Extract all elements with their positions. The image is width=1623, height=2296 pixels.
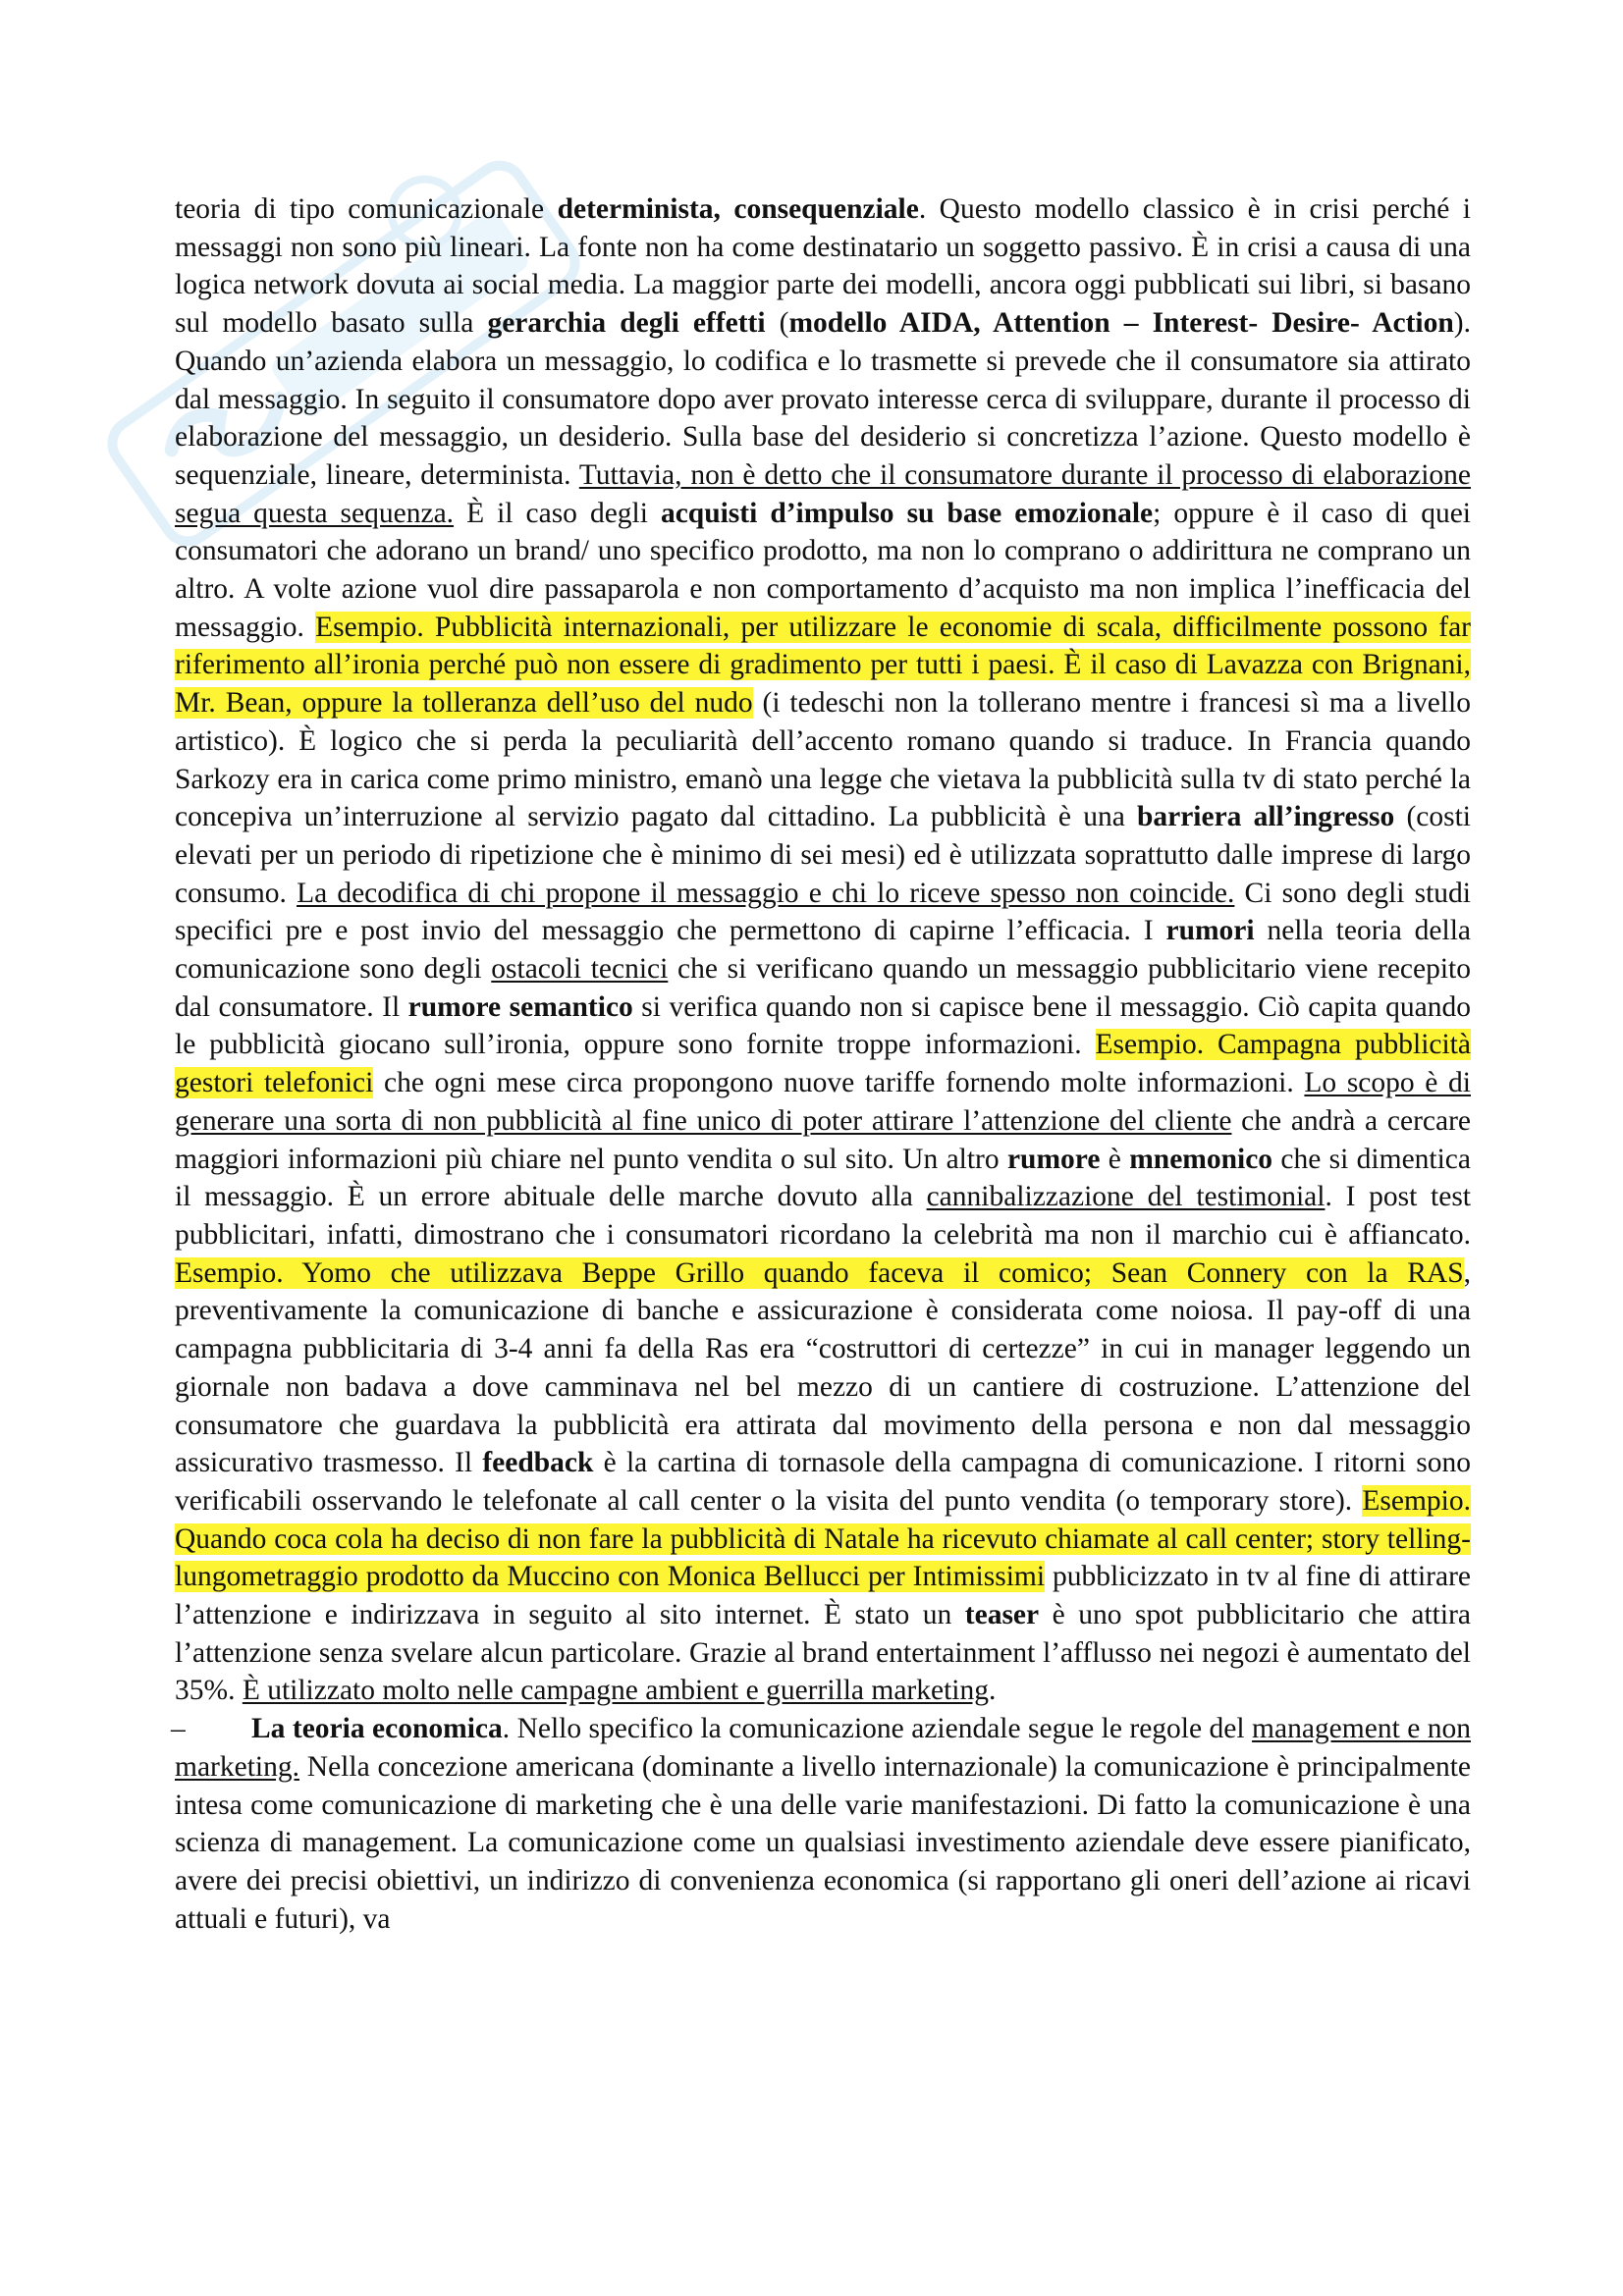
list-item-text bbox=[175, 1713, 1471, 1935]
list-item-economic-theory bbox=[171, 1710, 1471, 1938]
text-run: è bbox=[1100, 1143, 1130, 1175]
text-run: che si dimentica il messaggio. È un errore abituale delle marche dovuto alla bbox=[175, 1143, 1471, 1213]
text-run: Ci sono degli studi specifici pre e post invio del messaggio che permettono di capirne l’efficacia. I bbox=[175, 877, 1471, 947]
document-body bbox=[171, 190, 1472, 1938]
text-run: . bbox=[989, 1675, 997, 1707]
text-run: È il caso degli bbox=[454, 497, 661, 529]
text-run: . I post test pubblicitari, infatti, dimostrano che i consumatori ricordano la celebrità ma non il marchio cui è affiancato. bbox=[175, 1181, 1472, 1251]
bold-term: acquisti d’impulso su base emozionale bbox=[660, 497, 1154, 529]
highlighted-example: Esempio. Yomo che utilizzava Beppe Grillo quando faceva il comico; Sean Connery con la RAS bbox=[175, 1256, 1464, 1289]
highlighted-example: Esempio. Campagna pubblicità gestori telefonici bbox=[175, 1029, 1471, 1099]
bold-term: La teoria economica bbox=[251, 1713, 503, 1745]
bold-term: mnemonico bbox=[1129, 1143, 1273, 1175]
highlighted-example: Esempio. Quando coca cola ha deciso di non fare la pubblicità di Natale ha ricevuto chiamate al call center; story telling-lungometraggio prodotto da Muccino con Monica Bellucci per Intimissimi bbox=[175, 1484, 1471, 1593]
bold-term: rumore semantico bbox=[407, 990, 633, 1023]
bold-term: determinista, consequenziale bbox=[557, 193, 919, 225]
text-run: Nella concezione americana (dominante a livello internazionale) la comunicazione è principalmente intesa come comunicazione di marketing che è una delle varie manifestazioni. Di fatto la comunicazione è una scienza di management. La comunicazione come un qualsiasi investimento aziendale deve essere pianificato, avere dei precisi obiettivi, un indirizzo di convenienza economica (si rapportano gli oneri dell’azione ai ricavi attuali e futuri), va bbox=[175, 1750, 1471, 1935]
text-run: che andrà a cercare maggiori informazioni più chiare nel punto vendita o sul sito. Un altro bbox=[175, 1104, 1471, 1175]
text-run: teoria di tipo comunicazionale bbox=[175, 193, 558, 225]
text-run: (costi elevati per un periodo di ripetizione che è minimo di sei mesi) ed è utilizzata soprattutto dalle imprese di largo consumo. bbox=[175, 801, 1471, 909]
bold-term: teaser bbox=[964, 1599, 1040, 1631]
bold-term: feedback bbox=[482, 1447, 594, 1479]
text-run: pubblicizzato in tv al fine di attirare l’attenzione e indirizzava in seguito al sito internet. È stato un bbox=[175, 1561, 1471, 1631]
underlined-text: ostacoli tecnici bbox=[491, 953, 669, 986]
text-run: nella teoria della comunicazione sono degli bbox=[175, 915, 1471, 986]
underlined-text: Tuttavia, non è detto che il consumatore durante il processo di elaborazione segua questa sequenza. bbox=[175, 458, 1471, 529]
bold-term: barriera all’ingresso bbox=[1136, 801, 1395, 833]
text-run: . Questo modello classico è in crisi perché i messaggi non sono più lineari. La fonte non ha come destinatario un soggetto passivo. È in crisi a causa di una logica network dovuta ai social media. La maggior parte dei modelli, ancora oggi pubblicati sui libri, si basano sul modello basato sulla bbox=[175, 193, 1471, 340]
highlighted-example: Esempio. Pubblicità internazionali, per utilizzare le economie di scala, difficilmente possono far riferimento all’ironia perché può non essere di gradimento per tutti i paesi. È il caso di Lavazza con Brignani, Mr. Bean, oppure la tolleranza dell’uso del nudo bbox=[175, 611, 1472, 720]
text-run: che ogni mese circa propongono nuove tariffe fornendo molte informazioni. bbox=[373, 1067, 1305, 1099]
underlined-text: È utilizzato molto nelle campagne ambient e guerrilla marketing bbox=[242, 1675, 989, 1707]
text-run: ; oppure è il caso di quei consumatori che adorano un brand/ uno specifico prodotto, ma non lo comprano o addirittura ne comprano un altro. A volte azione vuol dire passaparola e non comportamento d’acquisto ma non implica l’inefficacia del messaggio. bbox=[175, 497, 1471, 643]
text-run: ( bbox=[765, 307, 789, 340]
bold-term: rumori bbox=[1165, 915, 1255, 947]
text-run: è la cartina di tornasole della campagna di comunicazione. I ritorni sono verificabili osservando le telefonate al call center o la visita del punto vendita (o temporary store). bbox=[175, 1447, 1471, 1517]
bold-term: gerarchia degli effetti bbox=[487, 307, 766, 340]
text-run: . Nello specifico la comunicazione aziendale segue le regole del bbox=[502, 1713, 1253, 1745]
list-bullet: – bbox=[171, 1713, 186, 1745]
underlined-text: Lo scopo è di generare una sorta di non pubblicità al fine unico di poter attirare l’attenzione del cliente bbox=[175, 1067, 1471, 1137]
text-run: è uno spot pubblicitario che attira l’attenzione senza svelare alcun particolare. Grazie al brand entertainment l’afflusso nei negozi è aumentato del 35%. bbox=[175, 1599, 1471, 1707]
text-run: , preventivamente la comunicazione di banche e assicurazione è considerata come noiosa. Il pay-off di una campagna pubblicitaria di 3-4 anni fa della Ras era “costruttori di certezze” in cui in manager leggendo un giornale non badava a dove camminava nel bel mezzo di un cantiere di costruzione. L’attenzione del consumatore che guardava la pubblicità era attirata dal movimento della persona e non dal messaggio assicurativo trasmesso. Il bbox=[175, 1256, 1471, 1479]
text-run: che si verificano quando un messaggio pubblicitario viene recepito dal consumatore. Il bbox=[175, 953, 1472, 1023]
text-run: (i tedeschi non la tollerano mentre i francesi sì ma a livello artistico). È logico che si perda la peculiarità dell’accento romano quando si traduce. In Francia quando Sarkozy era in carica come primo ministro, emanò una legge che vietava la pubblicità sulla tv di stato perché la concepiva un’interruzione al servizio pagato dal cittadino. La pubblicità è una bbox=[175, 687, 1471, 833]
body-paragraph bbox=[175, 190, 1471, 1710]
text-run: ). Quando un’azienda elabora un messaggio, lo codifica e lo trasmette si prevede che il consumatore sia attirato dal messaggio. In seguito il consumatore dopo aver provato interesse cerca di sviluppare, durante il processo di elaborazione del messaggio, un desiderio. Sulla base del desiderio si concretizza l’azione. Questo modello è sequenziale, lineare, determinista. bbox=[175, 307, 1471, 491]
bold-term: modello AIDA, Attention – Interest- Desire- Action bbox=[788, 307, 1454, 340]
bold-term: rumore bbox=[1006, 1143, 1101, 1175]
underlined-text: cannibalizzazione del testimonial bbox=[926, 1181, 1325, 1213]
underlined-text: management e non marketing. bbox=[175, 1713, 1471, 1783]
text-run: si verifica quando non si capisce bene il messaggio. Ciò capita quando le pubblicità giocano sull’ironia, oppure sono fornite troppe informazioni. bbox=[175, 990, 1471, 1061]
underlined-text: La decodifica di chi propone il messaggio e chi lo riceve spesso non coincide. bbox=[297, 877, 1235, 909]
